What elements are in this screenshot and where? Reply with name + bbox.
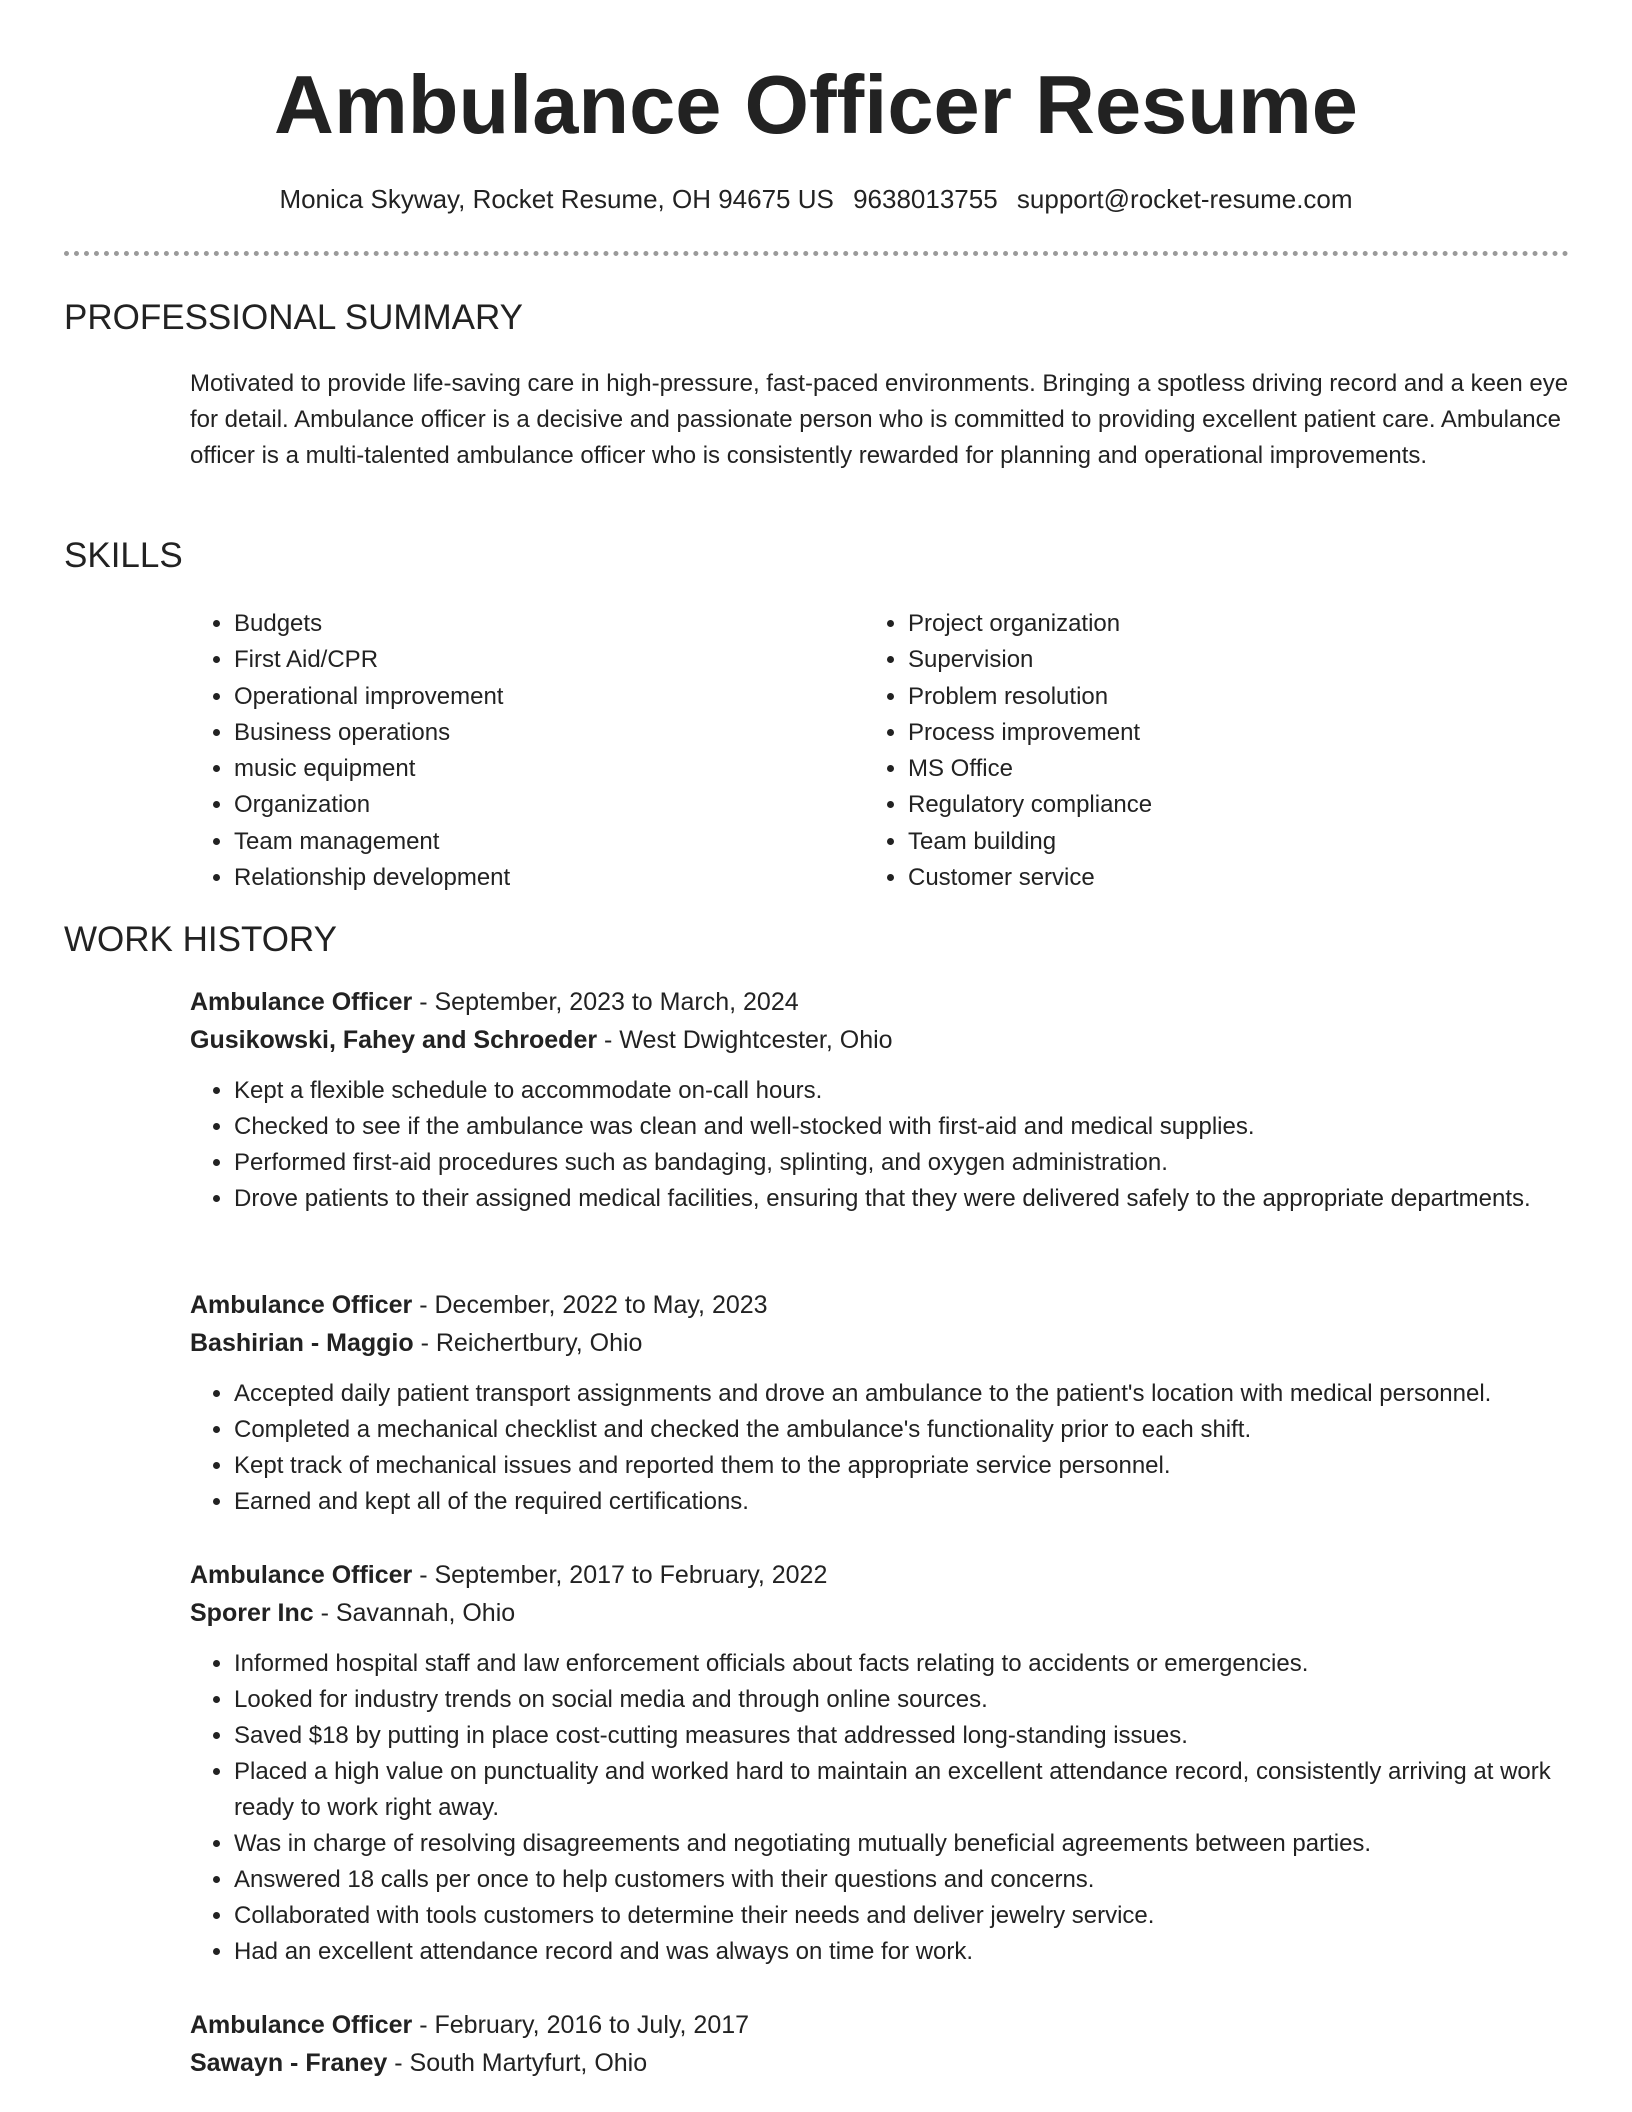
skill-item: • Supervision <box>908 642 1548 678</box>
job-company: Sporer Inc <box>190 1599 314 1627</box>
job-bullet: • Earned and kept all of the required certifications. <box>234 1484 1580 1520</box>
job-company-line <box>190 1021 1580 1059</box>
job-title-line <box>190 1556 1580 1594</box>
skill-item: • MS Office <box>908 751 1548 787</box>
job-entry <box>190 983 1580 1217</box>
header-divider <box>64 251 1569 256</box>
job-bullets <box>190 1646 1580 1970</box>
contact-address: Monica Skyway, Rocket Resume, OH 94675 US <box>279 184 834 214</box>
job-bullet: • Placed a high value on punctuality and worked hard to maintain an excellent attendance record, consistently arriving at work ready to work right away. <box>234 1754 1580 1826</box>
job-title-line <box>190 983 1580 1021</box>
job-bullet: • Checked to see if the ambulance was clean and well-stocked with first-aid and medical supplies. <box>234 1109 1580 1145</box>
job-title: Ambulance Officer <box>190 988 413 1016</box>
skill-item: • Relationship development <box>234 860 874 896</box>
skill-item: • Problem resolution <box>908 679 1548 715</box>
job-bullet: • Performed first-aid procedures such as bandaging, splinting, and oxygen administration. <box>234 1145 1580 1181</box>
job-bullet: • Answered 18 calls per once to help customers with their questions and concerns. <box>234 1862 1580 1898</box>
skill-item: • Customer service <box>908 860 1548 896</box>
job-bullet: • Drove patients to their assigned medical facilities, ensuring that they were delivered safely to the appropriate departments. <box>234 1181 1580 1217</box>
job-company-line <box>190 1594 1580 1632</box>
job-bullet: • Kept track of mechanical issues and reported them to the appropriate service personnel. <box>234 1448 1580 1484</box>
job-title-line <box>190 1286 1580 1324</box>
summary-heading: PROFESSIONAL SUMMARY <box>64 298 523 337</box>
job-title: Ambulance Officer <box>190 1291 413 1319</box>
job-company: Gusikowski, Fahey and Schroeder <box>190 1026 598 1054</box>
job-bullet: • Had an excellent attendance record and was always on time for work. <box>234 1934 1580 1970</box>
job-company-line <box>190 1324 1580 1362</box>
job-bullet: • Kept a flexible schedule to accommodate on-call hours. <box>234 1073 1580 1109</box>
job-location: - West Dwightcester, Ohio <box>597 1026 893 1054</box>
job-dates: - February, 2016 to July, 2017 <box>412 2011 750 2039</box>
job-bullet: • Saved $18 by putting in place cost-cutting measures that addressed long-standing issues. <box>234 1718 1580 1754</box>
job-title-line <box>190 2006 1580 2044</box>
job-location: - Reichertbury, Ohio <box>413 1329 643 1357</box>
skills-list-right <box>864 606 1548 896</box>
job-dates: - December, 2022 to May, 2023 <box>412 1291 768 1319</box>
skill-item: • Team building <box>908 824 1548 860</box>
skills-heading: SKILLS <box>64 536 183 575</box>
job-title: Ambulance Officer <box>190 2011 413 2039</box>
skill-item: • Project organization <box>908 606 1548 642</box>
job-entry <box>190 1556 1580 1970</box>
job-company-line <box>190 2044 1580 2082</box>
skill-item: • music equipment <box>234 751 874 787</box>
work-history-heading: WORK HISTORY <box>64 920 337 959</box>
job-entry <box>190 2006 1580 2082</box>
job-bullets <box>190 1376 1580 1520</box>
job-location: - Savannah, Ohio <box>313 1599 516 1627</box>
contact-line <box>0 182 1632 216</box>
job-bullets <box>190 1073 1580 1217</box>
skill-item: • Regulatory compliance <box>908 787 1548 823</box>
skill-item: • Process improvement <box>908 715 1548 751</box>
skill-item: • Team management <box>234 824 874 860</box>
skill-item: • Budgets <box>234 606 874 642</box>
job-bullet: • Looked for industry trends on social media and through online sources. <box>234 1682 1580 1718</box>
contact-email: support@rocket-resume.com <box>1016 184 1353 214</box>
job-company: Bashirian - Maggio <box>190 1329 414 1357</box>
resume-title: Ambulance Officer Resume <box>274 58 1358 151</box>
job-company: Sawayn - Franey <box>190 2049 388 2077</box>
job-bullet: • Was in charge of resolving disagreements and negotiating mutually beneficial agreements between parties. <box>234 1826 1580 1862</box>
job-entry <box>190 1286 1580 1520</box>
contact-phone: 9638013755 <box>853 184 998 214</box>
job-bullet: • Collaborated with tools customers to determine their needs and deliver jewelry service. <box>234 1898 1580 1934</box>
skill-item: • First Aid/CPR <box>234 642 874 678</box>
job-location: - South Martyfurt, Ohio <box>387 2049 648 2077</box>
job-bullet: • Informed hospital staff and law enforcement officials about facts relating to accidents or emergencies. <box>234 1646 1580 1682</box>
job-bullet: • Accepted daily patient transport assignments and drove an ambulance to the patient's location with medical personnel. <box>234 1376 1580 1412</box>
summary-text: Motivated to provide life-saving care in high-pressure, fast-paced environments. Bringing a spotless driving record and a keen eye for detail. Ambulance officer is a decisive and passionate person who is committed to providing excellent patient care. Ambulance officer is a multi-talented ambulance officer who is consistently rewarded for planning and operational improvements. <box>190 370 1569 469</box>
job-title: Ambulance Officer <box>190 1561 413 1589</box>
skill-item: • Business operations <box>234 715 874 751</box>
skill-item: • Organization <box>234 787 874 823</box>
skill-item: • Operational improvement <box>234 679 874 715</box>
job-bullet: • Completed a mechanical checklist and checked the ambulance's functionality prior to each shift. <box>234 1412 1580 1448</box>
job-dates: - September, 2017 to February, 2022 <box>412 1561 828 1589</box>
skills-list-left <box>190 606 874 896</box>
job-dates: - September, 2023 to March, 2024 <box>412 988 799 1016</box>
